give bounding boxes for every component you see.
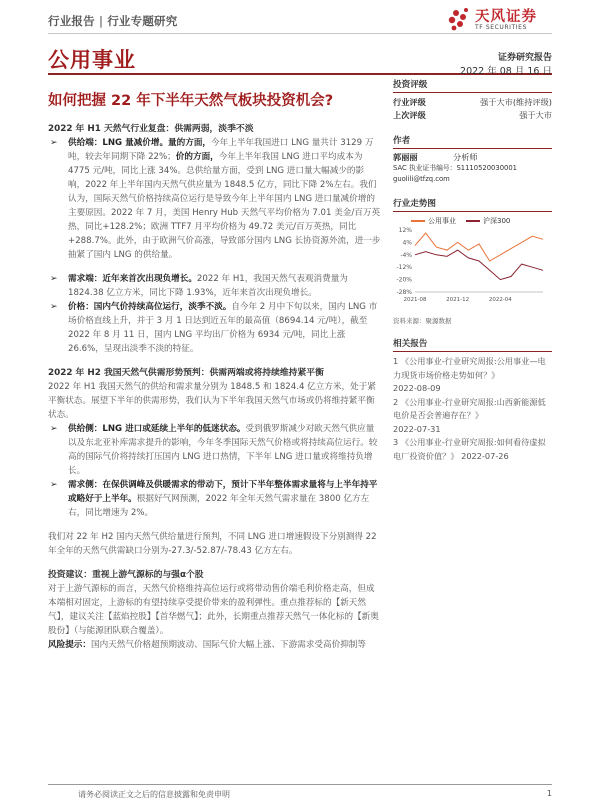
bullet-label: 供给侧：LNG 进口或延续上半年的低迷状态。 [68, 424, 246, 434]
bullet-text: 受到俄罗斯减少对欧天然气供应量以及东北亚补库需求提升的影响，今年冬季国际天然气价格或将持续高位运行。较高的国际气价将持续打压国内 LNG 进口热情，下半年 LNG 进口量或将维持负增长。 [68, 424, 378, 476]
legend-label: 沪深300 [483, 217, 511, 225]
related-date: 2022-07-31 [393, 423, 441, 434]
chart-source: 资料来源：聚源数据 [393, 317, 452, 325]
related-text: 《公用事业-行业研究周报:山西新能源低电价是否会普遍存在？》 [393, 396, 546, 420]
related-title: 相关报告 [393, 337, 552, 352]
related-item[interactable] [393, 355, 552, 382]
y-tick-label: -28% [396, 289, 412, 296]
related-item[interactable] [393, 396, 552, 423]
series-line-1 [415, 250, 543, 279]
risk-paragraph [48, 638, 381, 652]
author-name: 郭丽丽 [393, 152, 418, 162]
rating-title: 投资评级 [393, 78, 552, 93]
y-tick-label: -12% [396, 264, 412, 272]
report-type: 证券研究报告 [497, 53, 552, 63]
trend-title: 行业走势图 [393, 197, 552, 212]
risk-label: 风险提示： [48, 640, 91, 650]
related-date: 2022-07-26 [461, 450, 509, 461]
company-logo-subtext: TF SECURITIES [475, 24, 527, 31]
report-title: 如何把握 22 年下半年天然气板块投资机会? [48, 93, 334, 109]
bullet-supply [48, 136, 381, 262]
page-number: 1 [546, 789, 552, 798]
chart-legend [411, 216, 552, 226]
bullet-demand [48, 272, 381, 300]
related-item[interactable] [393, 436, 552, 463]
x-tick-label: 2021-08 [403, 297, 427, 303]
rating-value: 强于大市(维持评级) [480, 97, 552, 107]
rating-row [393, 96, 552, 109]
related-index: 2 [393, 396, 399, 407]
bullet-demand-side [48, 478, 381, 520]
bullet-label: 需求端：近年来首次出现负增长。 [68, 274, 197, 284]
footer-disclaimer: 请务必阅读正文之后的信息披露和免责申明 [78, 790, 230, 799]
author-title: 作者 [393, 134, 552, 149]
previous-rating-row [393, 109, 552, 122]
rating-key: 上次评级 [393, 110, 426, 120]
footer-divider [48, 784, 552, 785]
bullet-label: 供给端：LNG 量减价增。量的方面， [68, 138, 212, 148]
bullet-text: 2022 年 H1，我国天然气表观消费量为 1824.38 亿立方米，同比下降 1.93%，近年来首次出现负增长。 [68, 274, 348, 298]
bullet-label: 价格：国内气价持续高位运行，淡季不淡。 [68, 302, 232, 312]
series-line-0 [415, 233, 543, 261]
related-date: 2022-08-09 [393, 383, 441, 393]
arrow-bullet-icon: ➢ [50, 424, 58, 434]
y-tick-label: -20% [396, 276, 412, 284]
bullet-price [48, 300, 381, 356]
related-index: 3 [393, 437, 399, 447]
report-category [48, 13, 177, 29]
subcategory-label: 行业专题研究 [107, 14, 178, 28]
legend-swatch [466, 220, 480, 222]
bullet-label: 需求侧：在保供调峰及供暖需求的带动下，预计下半年整体需求量将与上半年持平或略好于上半年。 [68, 480, 378, 504]
related-index: 1 [393, 356, 399, 366]
bullet-text: 自今年 2 月中下旬以来，国内 LNG 市场价格直线上升，并于 3 月 1 日达到近五年的最高值（8694.14 元/吨），截至 2022 年 8 月 11 日，国内 LNG 平均出厂价格为 6934 元/吨，同比上涨 26.6%，呈现出淡季不淡的特征。 [68, 302, 378, 354]
legend-item [411, 216, 456, 226]
author-line [393, 152, 552, 163]
category-separator: | [98, 14, 104, 28]
author-email[interactable]: guolili@tfzq.com [393, 175, 450, 183]
bullet-text: 今年上半年我国进口 LNG 量共计 3129 万吨，较去年同期下降 22%； [68, 138, 374, 162]
related-list [393, 355, 552, 463]
paragraph: 我们对 22 年 H2 国内天然气供给量进行预判，不同 LNG 进口增速假设下分别测得 22 年全年的天然气供需缺口分别为-27.3/-52.87/-78.43 亿方左右。 [48, 532, 377, 556]
trend-chart [393, 226, 552, 308]
legend-item [466, 216, 510, 226]
y-tick-label: 12% [398, 227, 412, 234]
y-tick-label: 4% [402, 239, 412, 247]
main-content [48, 122, 381, 652]
author-role: 分析师 [453, 152, 478, 162]
arrow-bullet-icon: ➢ [50, 480, 58, 490]
bullet-text: 根据好气网预测，2022 年全年天然气需求量在 3800 亿方左右，同比增速为 2%。 [68, 494, 370, 518]
section-heading-h3: 投资建议：重视上游气源标的与强α个股 [48, 570, 204, 580]
bullet-text: 今年上半年我国 LNG 进口平均成本为 4775 元/吨，同比上涨 34%。总供给量方面，受到 LNG 进口量大幅减少的影响，2022 年上半年国内天然气供应量为 1848.5 亿方，同比下降 2%左右。我们认为，国际天然气价格持续高位运行是导致今年上半年国内 LNG 进口量减价增的主要原因。2022 年 7 月，美国 Henry Hub 天然气平均价格为 7.01 美金/百万英热，同比+128.2%；欧洲 TTF7 月平均价格为 49.72 美元/百万英热，同比+288.7%。此外，由于欧洲气价高涨，导致部分国内 LNG 长协资源外流，进一步抽紧了国内 LNG 的供给量。 [68, 152, 381, 260]
paragraph: 2022 年 H1 我国天然气的供给和需求量分别为 1848.5 和 1824.4 亿立方米，处于紧平衡状态。展望下半年的供需形势，我们认为下半年我国天然气市场或仍将维持紧平衡状态。 [48, 382, 376, 420]
legend-label: 公用事业 [428, 217, 456, 225]
sidebar [393, 78, 552, 463]
x-tick-label: 2022-04 [488, 297, 512, 303]
section-heading-h2: 2022 年 H2 我国天然气供需形势预判：供需两端或将持续维持紧平衡 [48, 368, 324, 378]
category-label: 行业报告 [48, 14, 95, 28]
rating-key: 行业评级 [393, 97, 426, 107]
legend-swatch [411, 220, 425, 222]
bullet-supply-side [48, 422, 381, 478]
bullet-label: 价的方面， [175, 152, 219, 162]
company-logo-text: 天风证券 [475, 9, 537, 25]
section-heading-h1: 2022 年 H1 天然气行业复盘：供需两弱，淡季不淡 [48, 124, 254, 134]
related-text: 《公用事业-行业研究周报:如何看待虚拟电厂投资价值？》 [393, 437, 546, 461]
arrow-bullet-icon: ➢ [50, 138, 58, 148]
arrow-bullet-icon: ➢ [50, 302, 58, 312]
x-tick-label: 2021-12 [446, 297, 470, 303]
y-tick-label: -4% [400, 251, 412, 259]
related-text: 《公用事业-行业研究周报:公用事业—电力现货市场价格走势如何？》 [393, 356, 546, 380]
author-sac: SAC 执业证书编号：S1110520030001 [393, 164, 517, 172]
report-date: 2022 年 08 月 16 日 [460, 66, 552, 77]
risk-text: 国内天然气价格超预期波动、国际气价大幅上涨、下游需求受高价抑制等 [90, 640, 366, 650]
rating-value: 强于大市 [519, 110, 552, 120]
paragraph: 对于上游气源标的而言，天然气价格维持高位运行或将带动售价端毛利价格走高，但成本端相对固定，上游标的有望持续享受提价带来的盈利弹性。重点推荐标的【新天然气】，建议关注【蓝焰控股】【首华燃气】；此外，长期重点推荐天然气一体化标的【新奥股份】（与能源团队联合覆盖）。 [48, 584, 379, 636]
sector-title: 公用事业 [48, 48, 136, 72]
arrow-bullet-icon: ➢ [50, 274, 58, 284]
